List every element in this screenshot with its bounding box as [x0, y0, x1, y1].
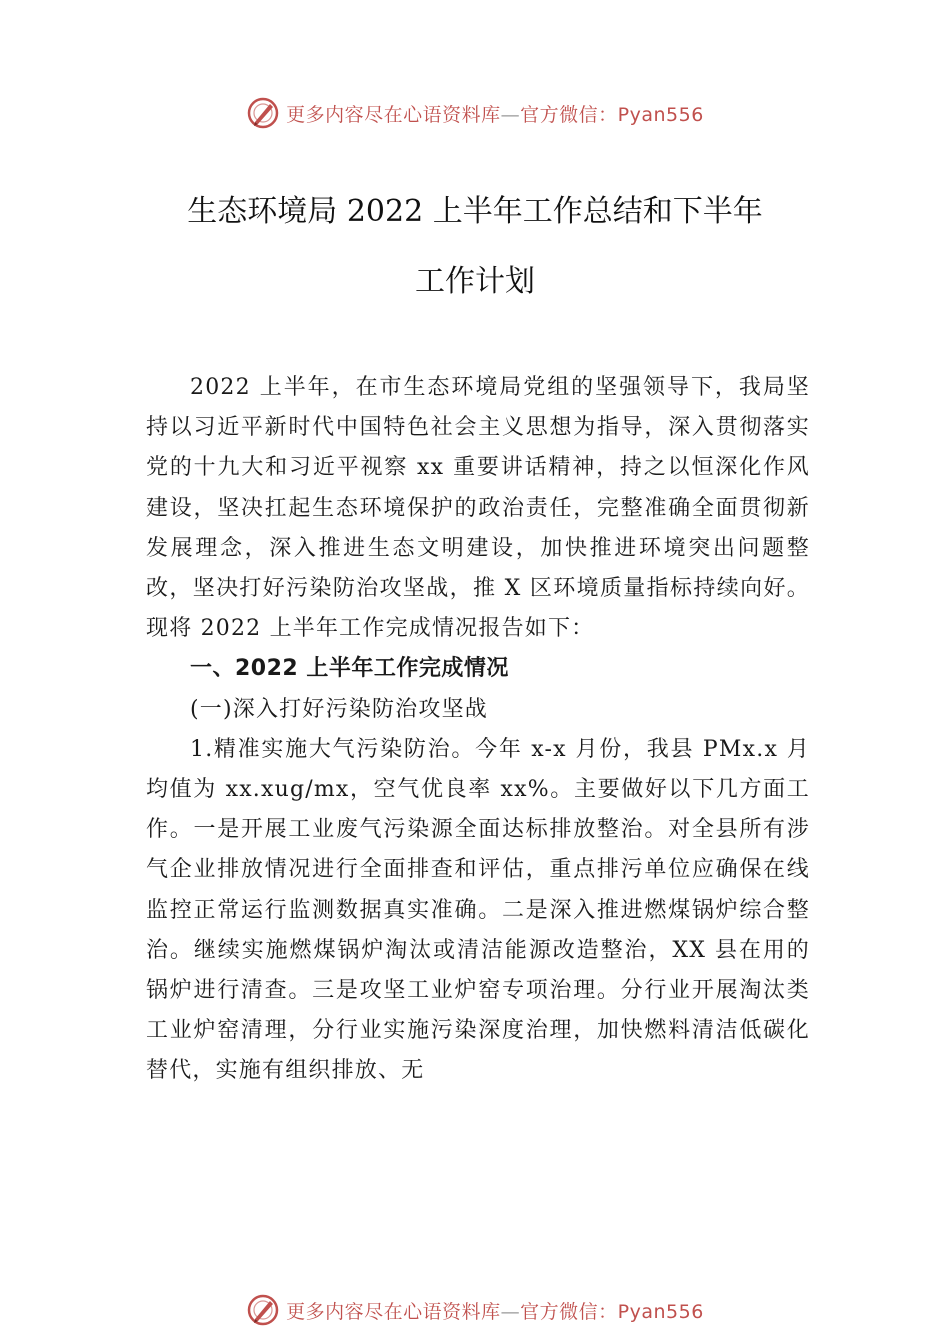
- pen-circle-logo-icon: [246, 1293, 280, 1327]
- pen-circle-logo-icon: [246, 96, 280, 130]
- subsection-heading: (一)深入打好污染防治攻坚战: [190, 696, 488, 722]
- watermark-header: [0, 93, 950, 133]
- watermark-contact: 官方微信：Pyan556: [520, 1300, 704, 1323]
- document-body: [146, 368, 810, 1092]
- watermark-main: 更多内容尽在心语资料库: [286, 1300, 501, 1323]
- watermark-separator: —: [500, 103, 521, 126]
- intro-paragraph: 2022 上半年，在市生态环境局党组的坚强领导下，我局坚持以习近平新时代中国特色社会主义思想为指导，深入贯彻落实党的十九大和习近平视察 xx 重要讲话精神，持之以恒深化作风建设，坚决扛起生态环境保护的政治责任，完整准确全面贯彻新发展理念，深入推进生态文明建设，加快推进环境突出问题整改，坚决打好污染防治攻坚战，推 X 区环境质量指标持续向好。现将 2022 上半年工作完成情况报告如下：: [146, 375, 810, 642]
- watermark-text: [286, 100, 704, 127]
- watermark-contact: 官方微信：Pyan556: [520, 103, 704, 126]
- document-title-line2: 工作计划: [415, 264, 535, 299]
- watermark-footer: [0, 1290, 950, 1330]
- watermark-main: 更多内容尽在心语资料库: [286, 103, 501, 126]
- document-title-line1: 生态环境局 2022 上半年工作总结和下半年: [187, 194, 763, 229]
- watermark-text: [286, 1297, 704, 1324]
- item-paragraph: 1.精准实施大气污染防治。今年 x-x 月份，我县 PMx.x 月均值为 xx.xug/mx，空气优良率 xx%。主要做好以下几方面工作。一是开展工业废气污染源全面达标排放整治。对全县所有涉气企业排放情况进行全面排查和评估，重点排污单位应确保在线监控正常运行监测数据真实准确。二是深入推进燃煤锅炉综合整治。继续实施燃煤锅炉淘汰或清洁能源改造整治，XX 县在用的锅炉进行清查。三是攻坚工业炉窑专项治理。分行业开展淘汰类工业炉窑清理，分行业实施污染深度治理，加快燃料清洁低碳化替代，实施有组织排放、无: [146, 736, 810, 1084]
- section-heading: 一、2022 上半年工作完成情况: [190, 656, 509, 682]
- watermark-separator: —: [500, 1300, 521, 1323]
